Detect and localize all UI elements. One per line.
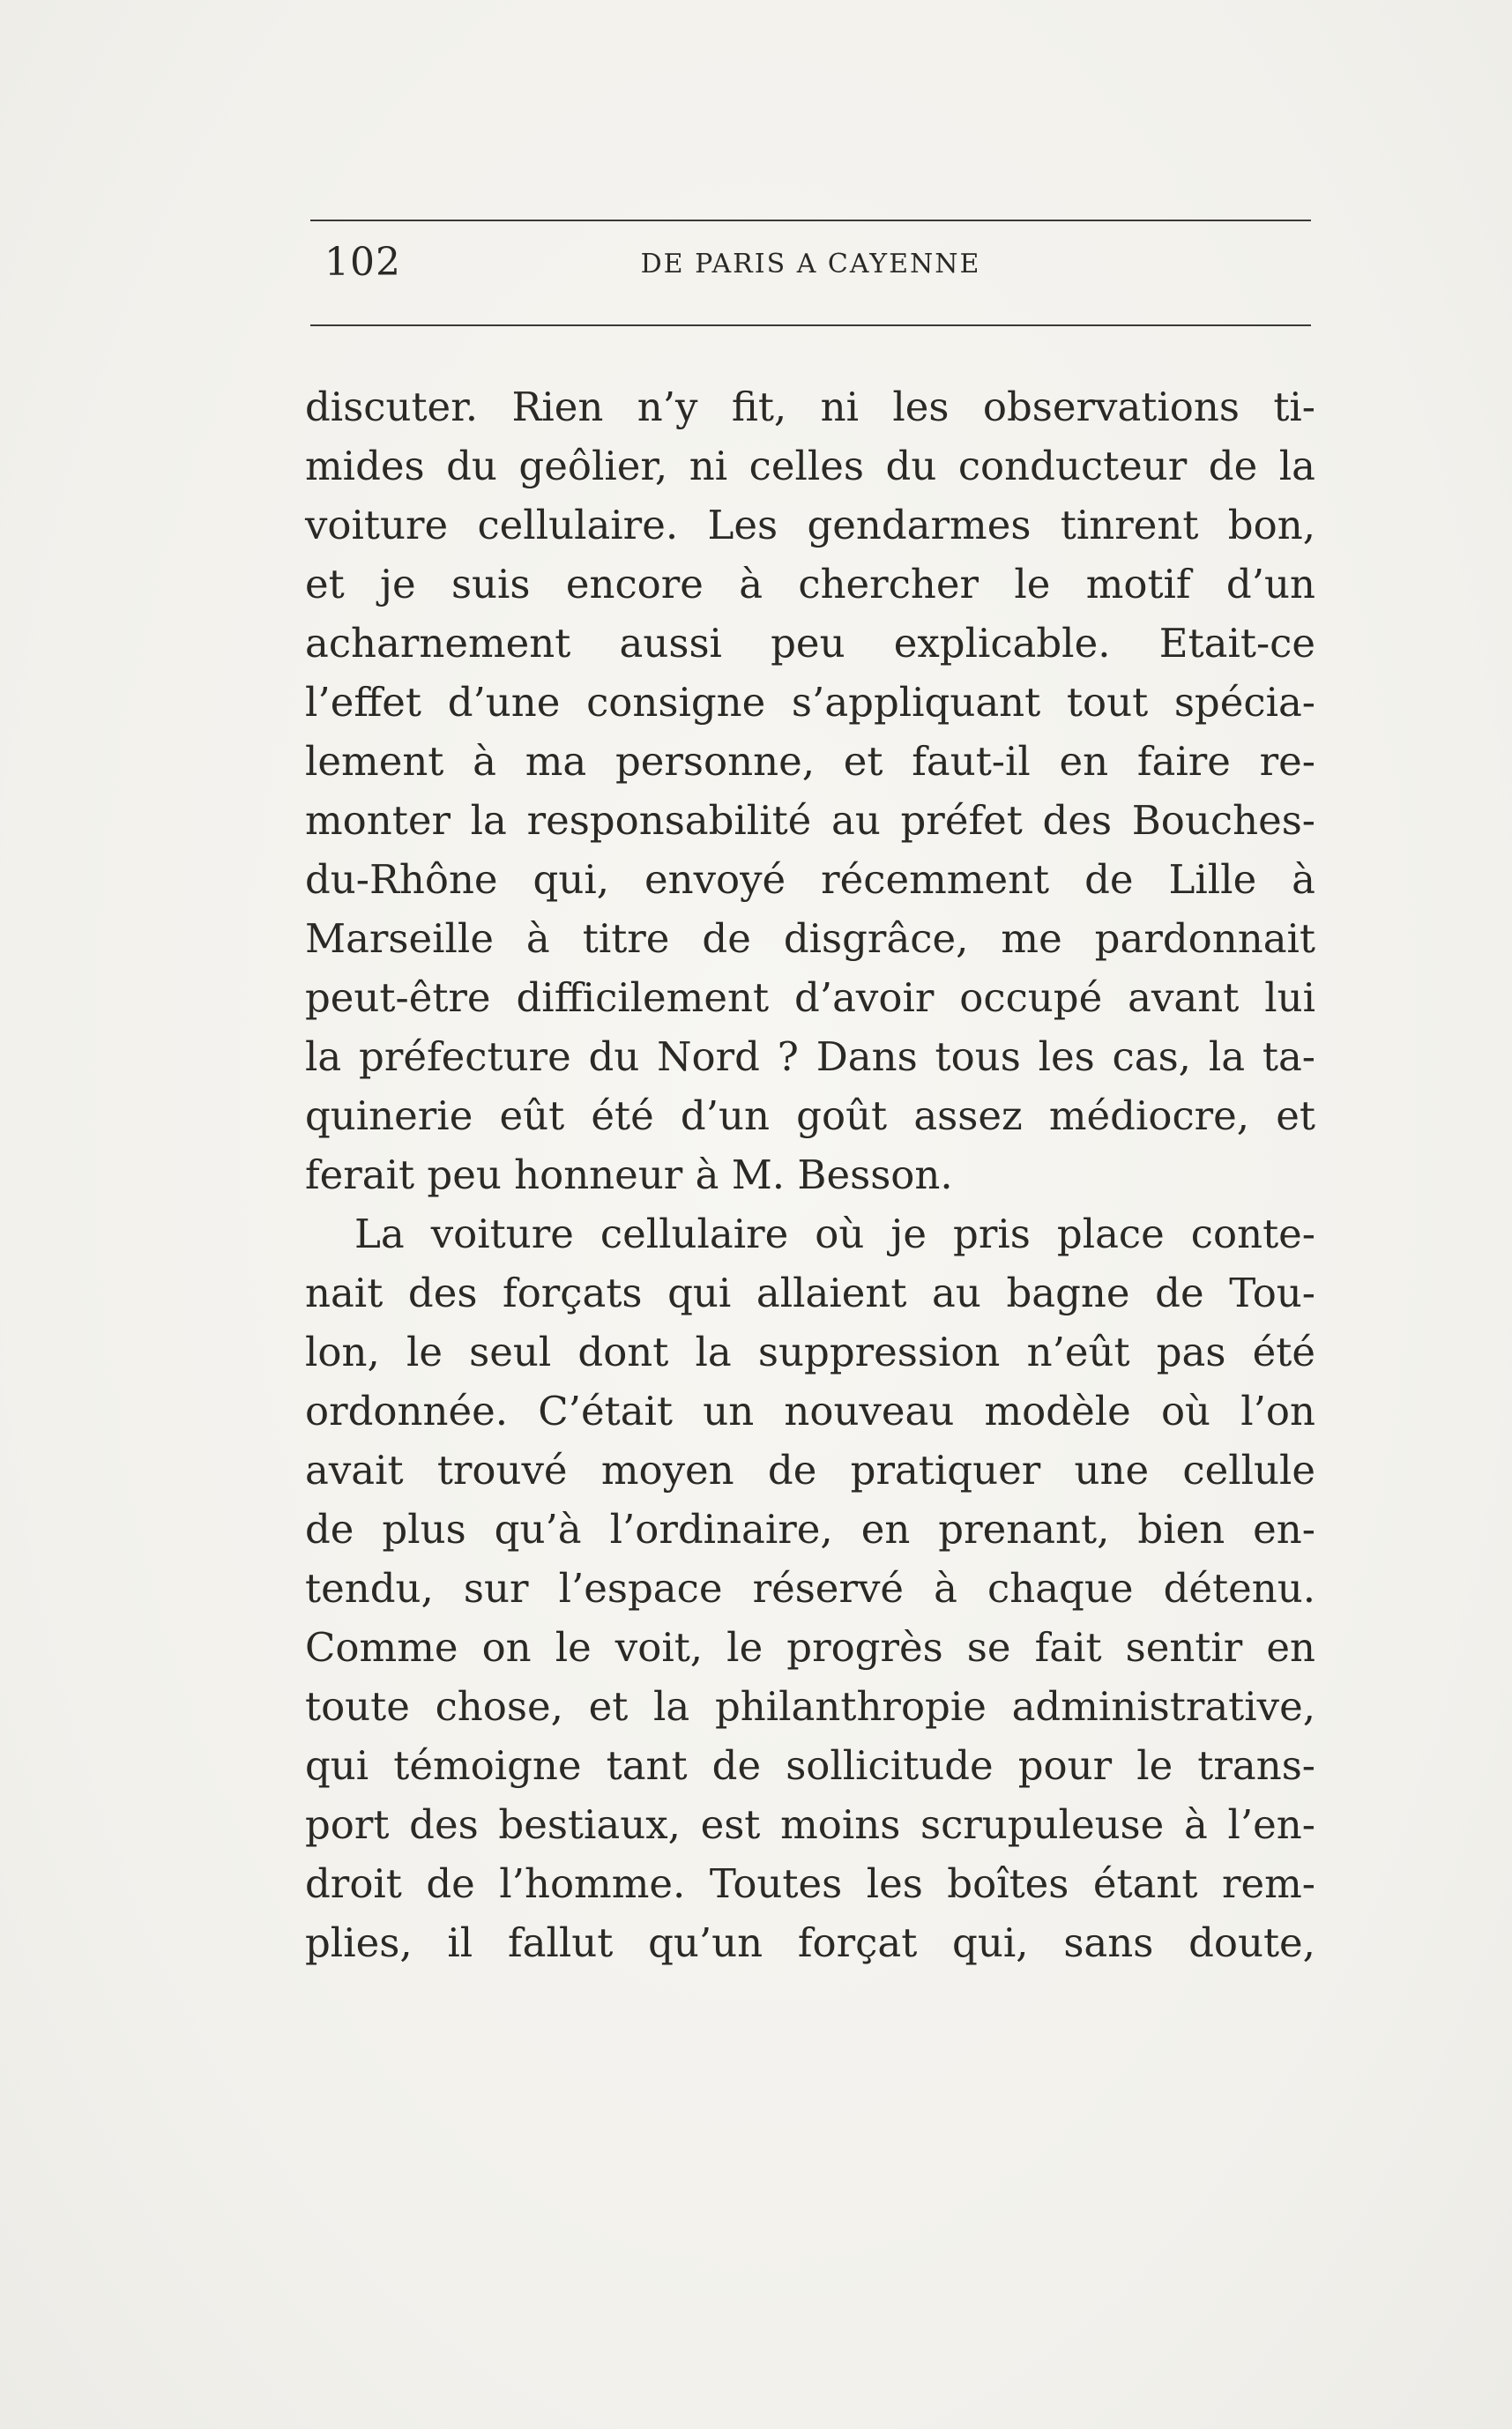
text-line: tendu, sur l’espace réservé à chaque détenu. [305, 1565, 1315, 1612]
text-line: lement à ma personne, et faut-il en faire re- [305, 738, 1315, 785]
header-rule-top [310, 220, 1311, 221]
text-line: acharnement aussi peu explicable. Etait-ce [305, 620, 1315, 667]
text-line: l’effet d’une consigne s’appliquant tout spécia- [305, 679, 1315, 726]
text-line: et je suis encore à chercher le motif d’un [305, 561, 1315, 607]
text-line: qui témoigne tant de sollicitude pour le trans- [305, 1742, 1315, 1789]
text-line: plies, il fallut qu’un forçat qui, sans doute, [305, 1919, 1315, 1966]
text-line: Marseille à titre de disgrâce, me pardonnait [305, 915, 1315, 962]
paragraph-start-line: La voiture cellulaire où je pris place conte- [354, 1211, 1315, 1257]
body-text [305, 377, 1315, 1972]
running-header [310, 236, 1311, 298]
header-rule-bottom [310, 324, 1311, 326]
text-line: Comme on le voit, le progrès se fait sentir en [305, 1624, 1315, 1671]
text-line: droit de l’homme. Toutes les boîtes étant rem- [305, 1860, 1315, 1907]
text-line: lon, le seul dont la suppression n’eût pas été [305, 1329, 1315, 1375]
text-line: du-Rhône qui, envoyé récemment de Lille à [305, 856, 1315, 903]
running-title: DE PARIS A CAYENNE [640, 249, 981, 279]
paragraph-end-line: ferait peu honneur à M. Besson. [305, 1151, 953, 1198]
text-line: quinerie eût été d’un goût assez médiocre, et [305, 1092, 1315, 1139]
text-line: avait trouvé moyen de pratiquer une cellule [305, 1447, 1315, 1494]
text-line: nait des forçats qui allaient au bagne de Tou- [305, 1270, 1315, 1316]
text-line: discuter. Rien n’y fit, ni les observations ti- [305, 384, 1315, 430]
text-line: ordonnée. C’était un nouveau modèle où l’on [305, 1388, 1315, 1434]
text-line: port des bestiaux, est moins scrupuleuse à l’en- [305, 1801, 1315, 1848]
text-line: peut-être difficilement d’avoir occupé avant lui [305, 974, 1315, 1021]
page-number: 102 [324, 240, 401, 285]
text-line: monter la responsabilité au préfet des Bouches- [305, 797, 1315, 844]
text-line: la préfecture du Nord ? Dans tous les cas, la ta- [305, 1033, 1315, 1080]
text-line: toute chose, et la philanthropie administrative, [305, 1683, 1315, 1730]
text-line: mides du geôlier, ni celles du conducteur de la [305, 443, 1315, 489]
text-line: de plus qu’à l’ordinaire, en prenant, bien en- [305, 1506, 1315, 1553]
text-line: voiture cellulaire. Les gendarmes tinrent bon, [305, 502, 1315, 548]
